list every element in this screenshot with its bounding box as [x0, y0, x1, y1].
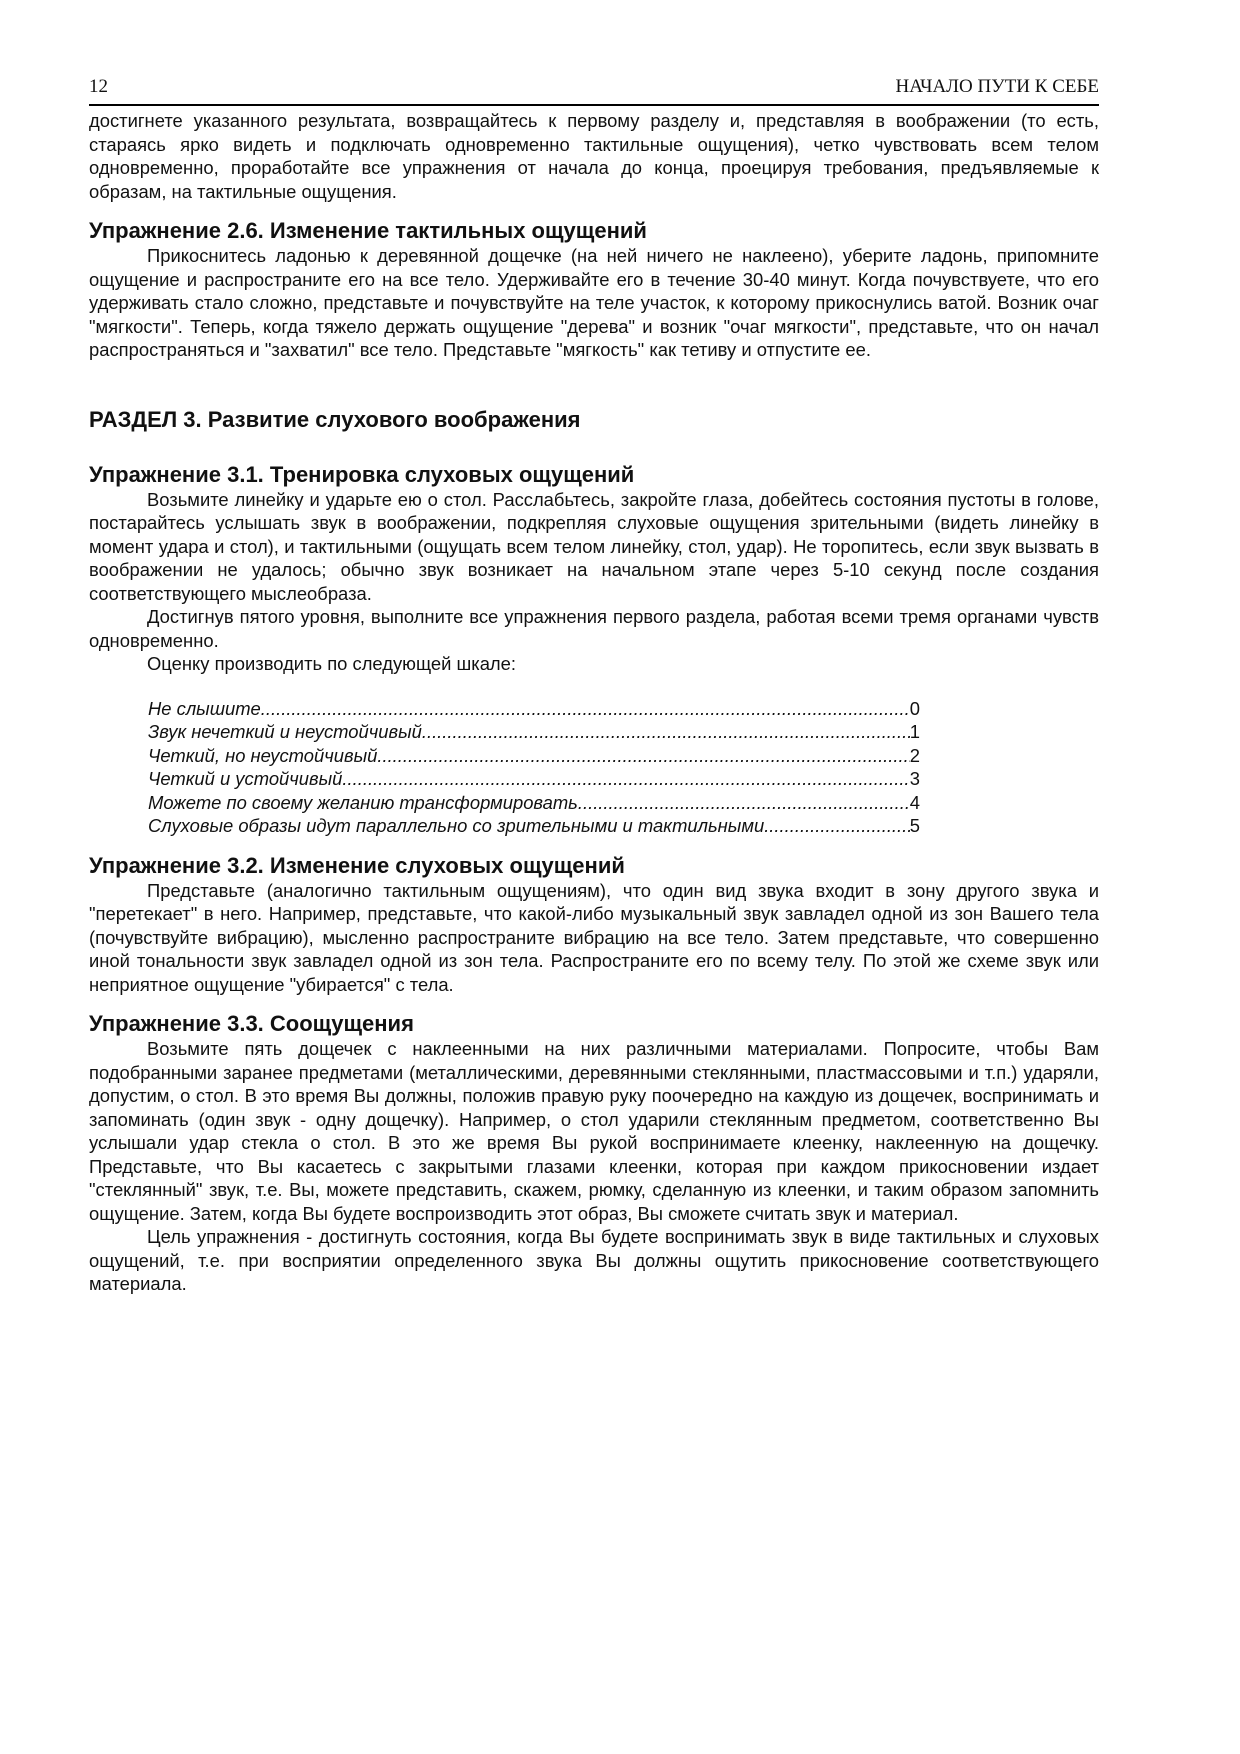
exercise-3-1-paragraph-1: Возьмите линейку и ударьте ею о стол. Расслабьтесь, закройте глаза, добейтесь состояния пустоты в голове, постарайтесь услышать звук в воображении, подкрепляя слуховые ощущения зрительными (видеть линейку в момент удара и стол), и тактильными (ощущать всем телом линейку, стол, удар). Не торопитесь, если звук вызвать в воображении не удалось; обычно звук возникает на начальном этапе через 5-10 секунд после создания соответствующего мыслеобраза. [89, 488, 1099, 604]
exercise-2-6-paragraph: Прикоснитесь ладонью к деревянной дощечке (на ней ничего не наклеено), уберите ладонь, припомните ощущение и распространите его на все тело. Удерживайте его в течение 30-40 минут. Когда почувствуете, что его удерживать стало сложно, представьте и почувствуйте на теле участок, к которому прикоснулись ватой. Возник очаг "мягкости". Теперь, когда тяжело держать ощущение "дерева" и возник "очаг мягкости", представьте, что он начал распространяться и "захватил" все тело. Представьте "мягкость" как тетиву и отпустите ее. [89, 245, 1099, 360]
scale-value: 3 [909, 768, 920, 789]
exercise-3-1-paragraph-3: Оценку производить по следующей шкале: [147, 653, 516, 674]
exercise-3-2-paragraph: Представьте (аналогично тактильным ощущениям), что один вид звука входит в зону другого звука и "перетекает" в него. Например, представьте, что какой-либо музыкальный звук завладел одной из зон Вашего тела (почувствуйте вибрацию), мысленно распространите вибрацию на все тело. Затем представьте, что совершенно иной тональности звук завладел одной из зон тела. Распространите его по всему телу. По этой же схеме звук или неприятное ощущение "убирается" с тела. [89, 879, 1099, 995]
exercise-2-6-title: Упражнение 2.6. Изменение тактильных ощущений [89, 218, 647, 243]
exercise-3-2-title: Упражнение 3.2. Изменение слуховых ощущений [89, 852, 625, 878]
exercise-3-3-paragraph-1: Возьмите пять дощечек с наклеенными на них различными материалами. Попросите, чтобы Вам подобранными заранее предметами (металлическими, деревянными стеклянными, пластмассовыми и т.п.) ударяли, допустим, о стол. В это время Вы должны, положив правую руку поочередно на каждую из дощечек, воспринимать и запоминать (один звук - одну дощечку). Например, о стол ударили стеклянным предметом, соответственно Вы услышали удар стекла о стол. В это же время Вы рукой воспринимаете клеенку, наклеенную на дощечку. Представьте, что Вы касаетесь с закрытыми глазами клеенки, которая при каждом прикосновении издает "стеклянный" звук, т.е. Вы, можете представить, скажем, рюмку, сделанную из клеенки, и таким образом запомнить ощущение. Затем, когда Вы будете воспроизводить этот образ, Вы сможете считать звук и материал. [89, 1038, 1099, 1224]
section-3-title: РАЗДЕЛ 3. Развитие слухового воображения [89, 406, 581, 432]
scale-label: Не слышите [148, 697, 261, 719]
scale-value: 0 [909, 697, 920, 719]
document-page [89, 74, 1099, 1296]
intro-paragraph: достигнете указанного результата, возвращайтесь к первому разделу и, представляя в воображении (то есть, стараясь ярко видеть и подключать одновременно тактильные ощущения), четко чувствовать всем телом одновременно, проработайте все упражнения от начала до конца, проецируя требования, предъявляемые к образам, на тактильные ощущения. [89, 110, 1099, 202]
scale-leader-dots [422, 720, 910, 744]
scale-row [148, 814, 920, 838]
scale-label: Четкий, но неустойчивый [148, 744, 378, 766]
exercise-3-1-title: Упражнение 3.1. Тренировка слуховых ощущений [89, 461, 635, 487]
exercise-3-3-title: Упражнение 3.3. Соощущения [89, 1011, 414, 1036]
scale-row [148, 697, 920, 721]
scale-value: 5 [909, 815, 920, 836]
scale-value: 2 [909, 744, 920, 766]
page-number: 12 [89, 76, 108, 97]
scale-row [148, 791, 920, 815]
scale-leader-dots [342, 767, 909, 791]
scale-row [148, 767, 920, 791]
running-title: НАЧАЛО ПУТИ К СЕБЕ [895, 76, 1099, 97]
rating-scale [148, 697, 920, 838]
scale-leader-dots [578, 791, 910, 815]
scale-value: 1 [909, 721, 920, 742]
scale-leader-dots [377, 744, 909, 768]
header-rule [89, 104, 1099, 106]
scale-leader-dots [764, 814, 910, 838]
scale-leader-dots [261, 697, 910, 721]
scale-value: 4 [909, 791, 920, 813]
scale-label: Четкий и устойчивый [148, 768, 343, 789]
scale-label: Звук нечеткий и неустойчивый [148, 721, 422, 742]
exercise-3-1-paragraph-2: Достигнув пятого уровня, выполните все упражнения первого раздела, работая всеми тремя органами чувств одновременно. [89, 606, 1099, 651]
scale-label: Слуховые образы идут параллельно со зрительными и тактильными [148, 815, 765, 836]
scale-label: Можете по своему желанию трансформировать [148, 791, 578, 813]
scale-row [148, 720, 920, 744]
exercise-3-3-paragraph-2: Цель упражнения - достигнуть состояния, когда Вы будете воспринимать звук в виде тактильных и слуховых ощущений, т.е. при восприятии определенного звука Вы должны ощутить прикосновение соответствующего материала. [89, 1226, 1099, 1294]
running-header [89, 74, 1099, 98]
scale-row [148, 744, 920, 768]
